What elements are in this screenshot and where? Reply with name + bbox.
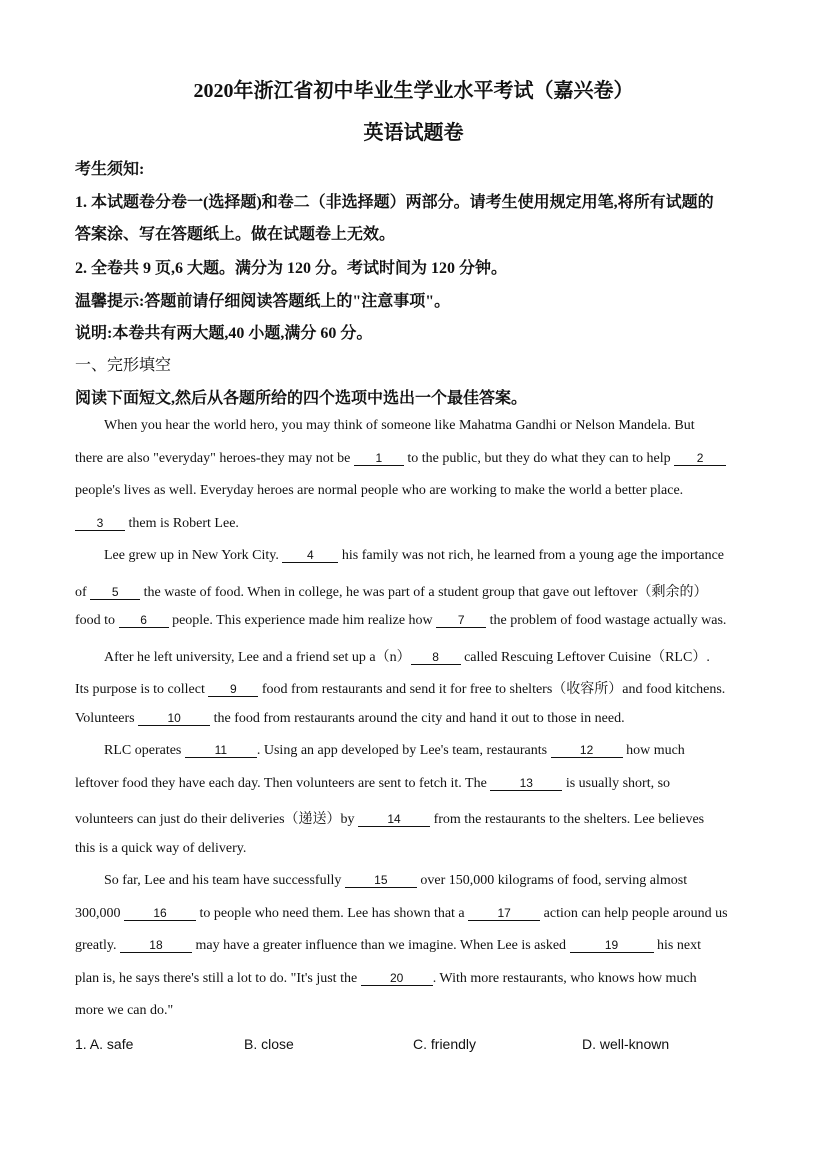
notice-item2: 2. 全卷共 9 页,6 大题。满分为 120 分。考试时间为 120 分钟。 — [75, 260, 508, 277]
notice-heading: 考生须知: — [75, 161, 145, 178]
passage-line: greatly. 18 may have a greater influence than we imagine. When Lee is asked 19 his next — [75, 938, 701, 953]
passage-line: So far, Lee and his team have successfully 15 over 150,000 kilograms of food, serving almost — [104, 873, 688, 888]
blank-1: 1 — [354, 451, 404, 466]
blank-11: 11 — [185, 743, 257, 758]
blank-18: 18 — [120, 938, 192, 953]
blank-19: 19 — [570, 938, 654, 953]
blank-16: 16 — [124, 906, 196, 921]
section-instruction: 阅读下面短文,然后从各题所给的四个选项中选出一个最佳答案。 — [75, 390, 528, 407]
blank-4: 4 — [282, 548, 338, 563]
passage-line: of 5 the waste of food. When in college, he was part of a student group that gave out leftover（剩余的） — [75, 585, 708, 600]
blank-3: 3 — [75, 516, 125, 531]
passage-line: 300,000 16 to people who need them. Lee has shown that a 17 action can help people around us — [75, 906, 728, 921]
passage-line: volunteers can just do their deliveries（递送）by 14 from the restaurants to the shelters. Lee believes — [75, 812, 705, 827]
passage-line: Lee grew up in New York City. 4 his family was not rich, he learned from a young age the importance — [104, 548, 725, 563]
blank-12: 12 — [551, 743, 623, 758]
passage-line: After he left university, Lee and a friend set up a（n） 8 called Rescuing Leftover Cuisine（RLC）. — [104, 650, 710, 665]
passage-line: 3 them is Robert Lee. — [75, 516, 239, 532]
blank-8: 8 — [411, 650, 461, 665]
exam-title: 2020年浙江省初中毕业生学业水平考试（嘉兴卷） — [193, 80, 634, 102]
passage-line: people's lives as well. Everyday heroes are normal people who are working to make the world a better place. — [75, 483, 684, 498]
passage-line: RLC operates 11 . Using an app developed by Lee's team, restaurants 12 how much — [104, 743, 685, 758]
passage-line: When you hear the world hero, you may think of someone like Mahatma Gandhi or Nelson Mandela. But — [104, 418, 695, 433]
exam-subtitle: 英语试题卷 — [363, 122, 464, 144]
passage-line: plan is, he says there's still a lot to do. "It's just the 20 . With more restaurants, who knows how much — [75, 971, 697, 986]
section-title: 一、完形填空 — [75, 357, 172, 374]
blank-6: 6 — [119, 613, 169, 628]
passage-line: leftover food they have each day. Then volunteers are sent to fetch it. The 13 is usually short, so — [75, 776, 671, 791]
exam-note: 说明:本卷共有两大题,40 小题,满分 60 分。 — [75, 325, 373, 342]
blank-13: 13 — [490, 776, 562, 791]
blank-14: 14 — [358, 812, 430, 827]
notice-item1-line2: 答案涂、写在答题纸上。做在试题卷上无效。 — [75, 226, 396, 243]
passage-line: more we can do." — [75, 1003, 174, 1018]
notice-item1-line1: 1. 本试题卷分卷一(选择题)和卷二（非选择题）两部分。请考生使用规定用笔,将所有试题的 — [75, 194, 714, 211]
q1-option-d: D. well-known — [582, 1036, 670, 1052]
warm-tip: 温馨提示:答题前请仔细阅读答题纸上的"注意事项"。 — [75, 293, 451, 310]
passage-line: food to 6 people. This experience made him realize how 7 the problem of food wastage actually was. — [75, 613, 727, 628]
passage-line: there are also "everyday" heroes-they may not be 1 to the public, but they do what they can to help 2 — [75, 451, 726, 467]
blank-20: 20 — [361, 971, 433, 986]
blank-15: 15 — [345, 873, 417, 888]
blank-5: 5 — [90, 585, 140, 600]
blank-10: 10 — [138, 711, 210, 726]
blank-17: 17 — [468, 906, 540, 921]
passage-line: Volunteers 10 the food from restaurants around the city and hand it out to those in need. — [75, 711, 625, 726]
blank-7: 7 — [436, 613, 486, 628]
blank-9: 9 — [208, 682, 258, 697]
q1-option-b: B. close — [244, 1036, 294, 1052]
q1-option-c: C. friendly — [413, 1036, 477, 1052]
passage-line: this is a quick way of delivery. — [75, 841, 247, 856]
blank-2: 2 — [674, 451, 726, 466]
passage-line: Its purpose is to collect 9 food from restaurants and send it for free to shelters（收容所）and food kitchens. — [75, 682, 726, 697]
q1-option-a: 1. A. safe — [75, 1036, 134, 1052]
